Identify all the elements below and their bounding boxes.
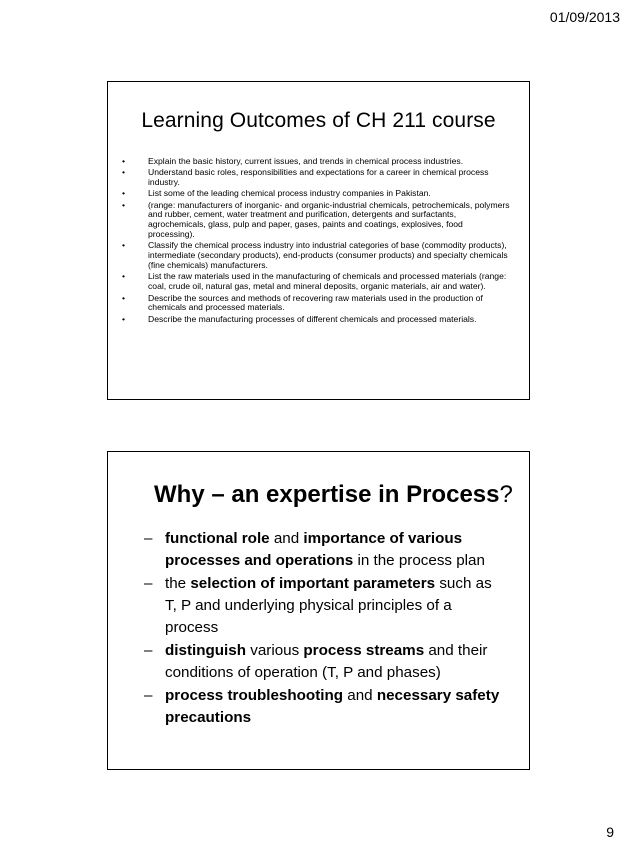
slide-title <box>154 481 513 509</box>
bullet-icon: • <box>122 271 126 282</box>
list-item-text: List the raw materials used in the manufacturing of chemicals and processed materials (range: coal, crude oil, natural gas, metal and mineral deposits, organic materials, air and water). <box>148 271 507 292</box>
slide-title-text: Why – an expertise in Process <box>154 481 500 508</box>
dash-icon: – <box>144 530 153 547</box>
list-item <box>144 640 507 684</box>
list-item-text: and <box>343 687 377 704</box>
bullet-icon: • <box>122 313 126 324</box>
list-item-text: and their conditions of operation (T, P and phases) <box>165 642 488 681</box>
dash-icon: – <box>144 687 153 704</box>
list-item-text: (range: manufacturers of inorganic- and organic-industrial chemicals, petrochemicals, polymers and rubber, cement, water treatment and purification, detergents and surfactants, agrochemicals, glass, pulp and paper, gases, paints and coatings, explosives, food processing). <box>148 199 510 240</box>
slide-why-expertise <box>107 451 530 770</box>
emphasis-text: process streams <box>303 642 425 659</box>
list-item <box>122 201 511 241</box>
emphasis-text: selection of important parameters <box>190 575 436 592</box>
emphasis-text: functional role <box>165 530 270 547</box>
list-item-text: and <box>269 530 304 547</box>
slide-learning-outcomes <box>107 81 530 400</box>
list-item <box>122 189 511 199</box>
list-item-text: Classify the chemical process industry into industrial categories of base (commodity products), intermediate (secondary products), end-products (consumer products) and specialty chemicals (fine chemicals) manufacturers. <box>148 240 508 271</box>
dash-icon: – <box>144 575 153 592</box>
list-item-text: the <box>165 575 191 592</box>
list-item <box>122 294 511 314</box>
list-item-text: List some of the leading chemical process industry companies in Pakistan. <box>148 188 431 199</box>
bullet-icon: • <box>122 167 126 178</box>
list-item-text: various <box>246 642 304 659</box>
list-item-text: Explain the basic history, current issues, and trends in chemical process industries. <box>148 156 464 166</box>
bullet-icon: • <box>122 199 126 210</box>
list-item <box>122 157 511 167</box>
emphasis-text: necessary safety precautions <box>165 687 500 726</box>
dash-icon: – <box>144 642 153 659</box>
list-item <box>144 573 507 639</box>
emphasis-text: process troubleshooting <box>165 687 344 704</box>
list-item <box>122 168 511 188</box>
emphasis-text: distinguish <box>165 642 246 659</box>
bullet-icon: • <box>122 240 126 251</box>
list-item-text: in the process plan <box>353 552 485 569</box>
emphasis-text: importance of various processes and operations <box>165 530 463 569</box>
print-date: 01/09/2013 <box>549 9 620 25</box>
list-item-text: such as T, P and underlying physical principles of a process <box>165 575 492 636</box>
list-item <box>122 241 511 271</box>
bullet-icon: • <box>122 156 126 166</box>
list-item-text: Describe the sources and methods of recovering raw materials used in the production of chemicals and processed materials. <box>148 292 483 313</box>
slide-title: Learning Outcomes of CH 211 course <box>141 109 496 132</box>
page-number: 9 <box>606 824 614 840</box>
list-item <box>122 315 511 325</box>
bullet-icon: • <box>122 188 126 199</box>
bullet-icon: • <box>122 292 126 303</box>
list-item <box>144 528 507 572</box>
list-item <box>122 272 511 292</box>
expertise-reasons-list <box>144 528 507 730</box>
learning-outcomes-list <box>122 157 511 326</box>
list-item <box>144 685 507 729</box>
list-item-text: Understand basic roles, responsibilities and expectations for a career in chemical process industry. <box>148 167 489 188</box>
slide-title-suffix: ? <box>499 481 513 508</box>
list-item-text: Describe the manufacturing processes of different chemicals and processed materials. <box>148 313 477 324</box>
